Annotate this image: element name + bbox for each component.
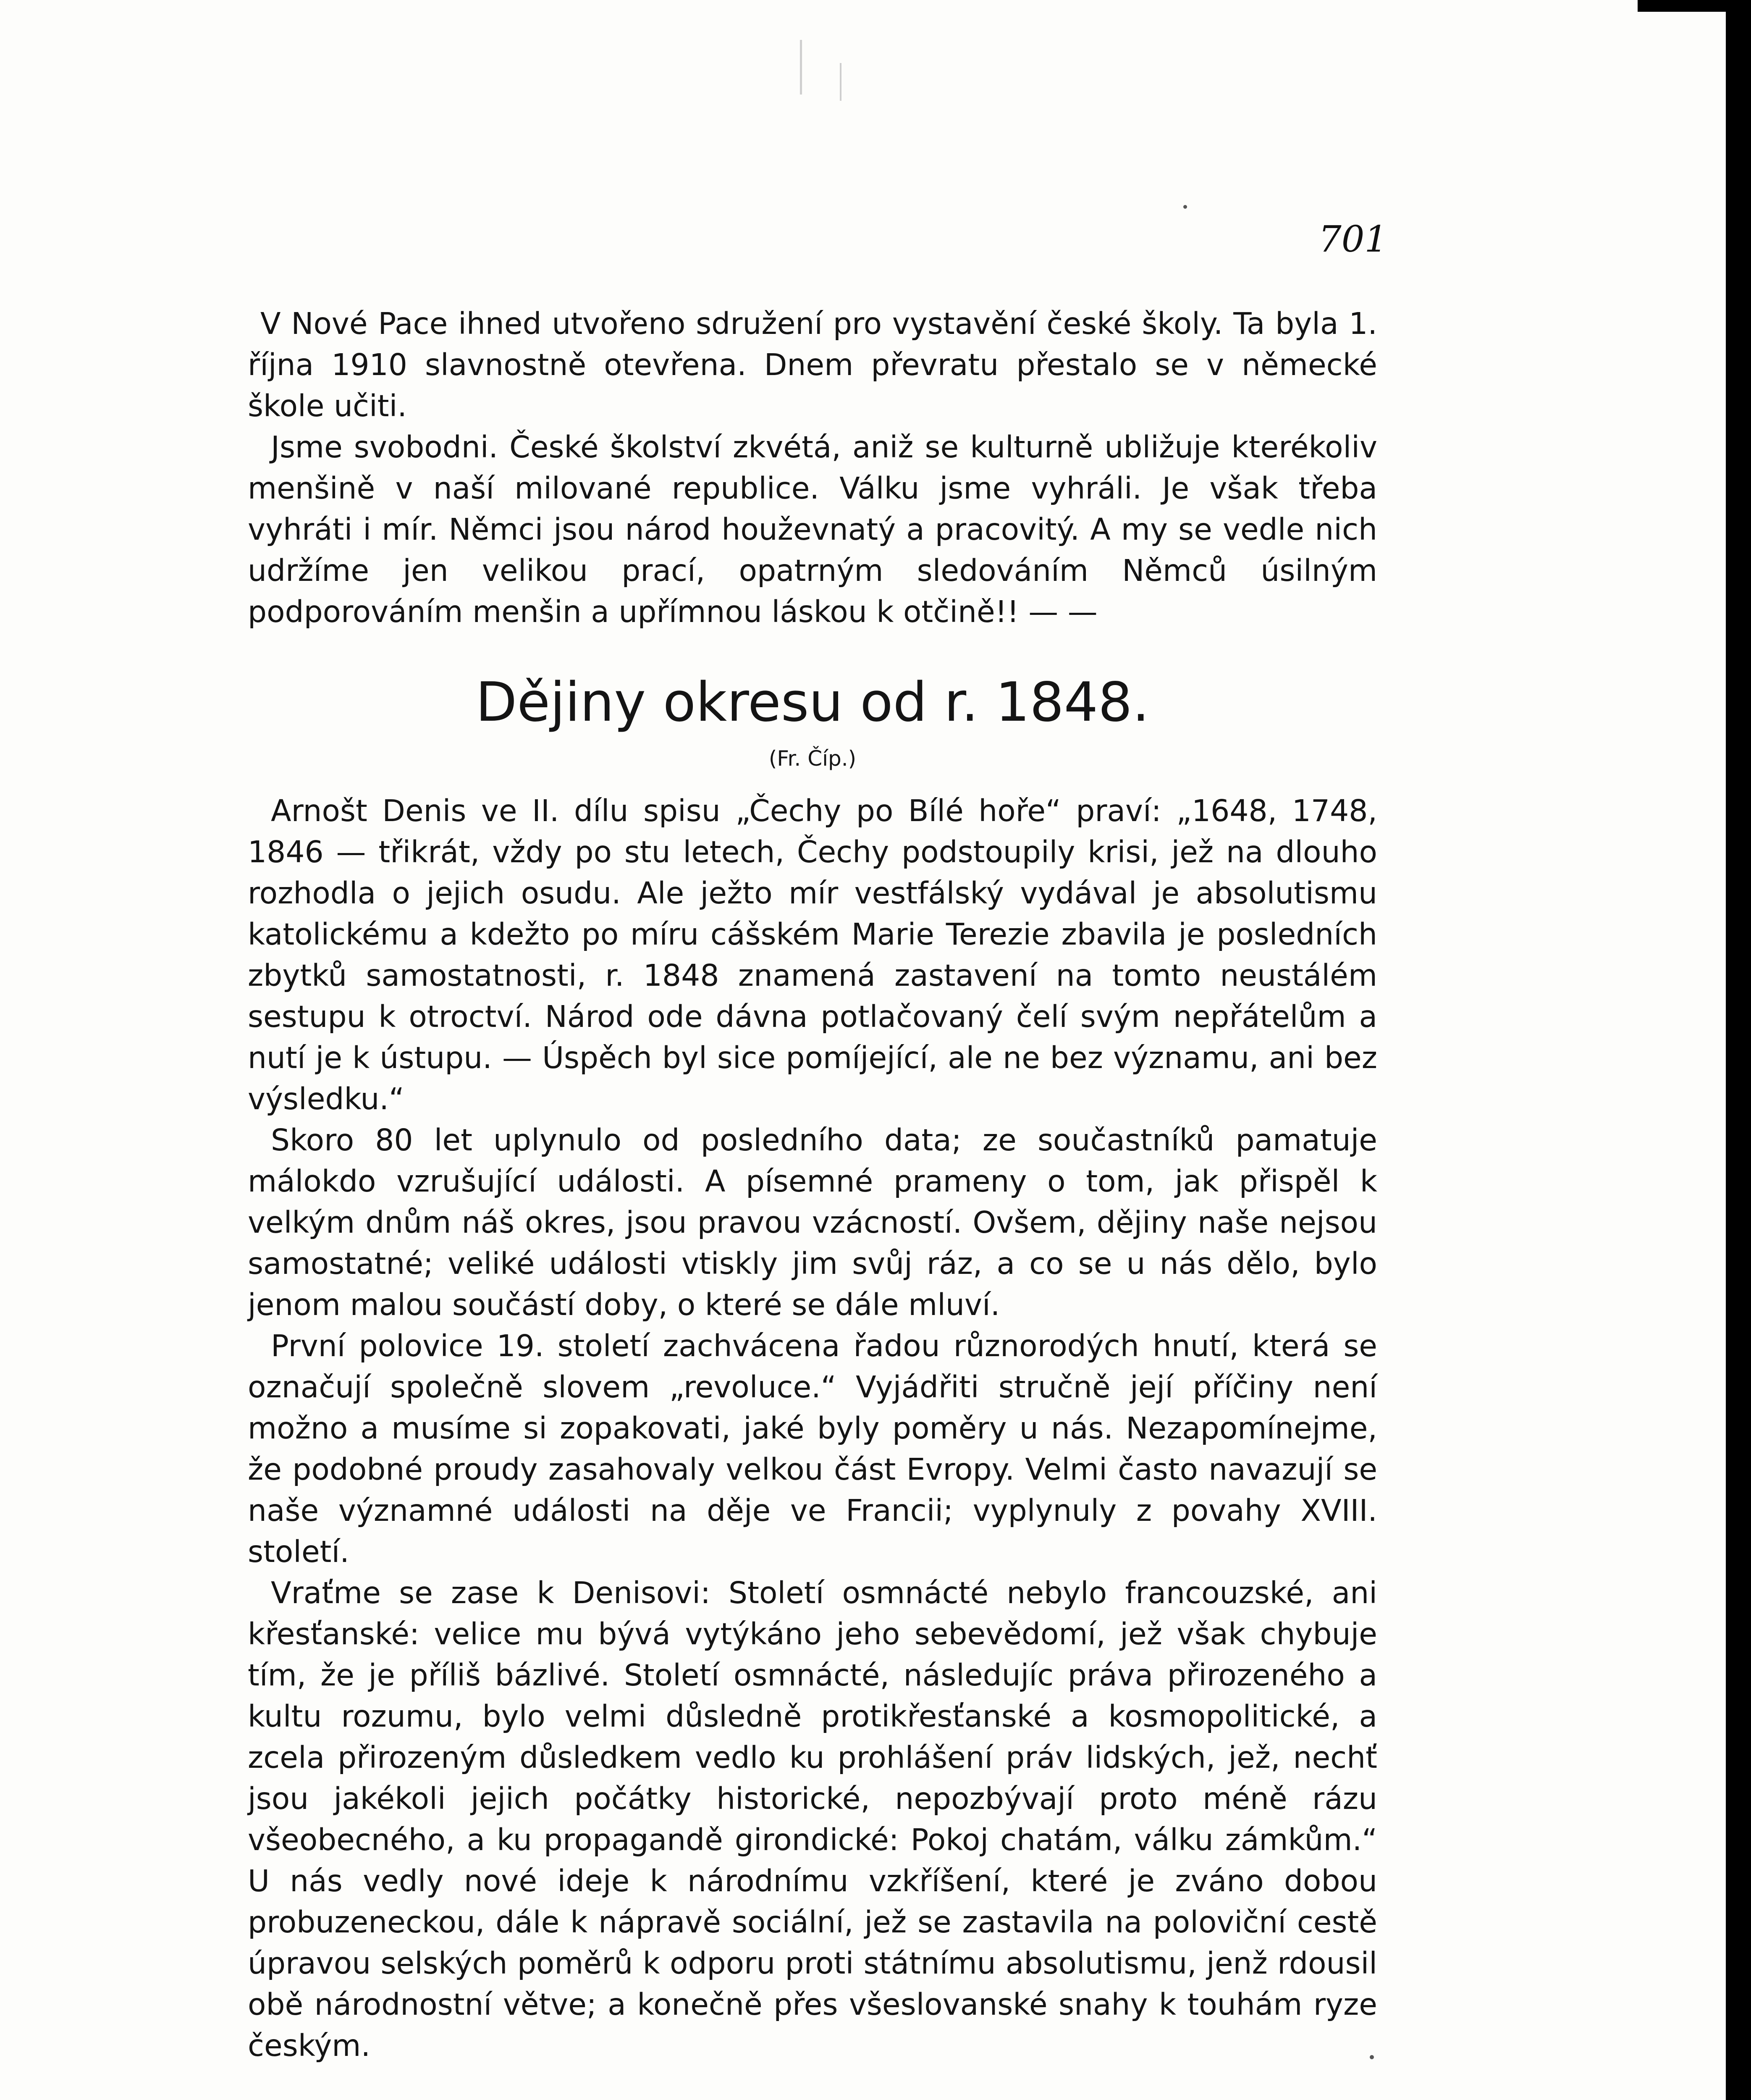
body-paragraph: Arnošt Denis ve II. dílu spisu „Čechy po Bílé hoře“ praví: „1648, 1748, 1846 — třikrát, vždy po stu letech, Čechy podstoupily krisi, jež na dlouho rozhodla o jejich osudu. Ale ježto mír vestfálský vydával je absolutismu katolickému a kdežto po míru cášském Marie Terezie zbavila je posledních zbytků samostatnosti, r. 1848 znamená zastavení na tomto neustálém sestupu k otroctví. Národ ode dávna potlačovaný čelí svým nepřátelům a nutí je k ústupu. — Úspěch byl sice pomíjející, ale ne bez významu, ani bez výsledku.“ — [248, 793, 1377, 1116]
article-body — [248, 790, 1377, 2066]
article-author: (Fr. Číp.) — [768, 746, 857, 771]
body-paragraph: První polovice 19. století zachvácena řadou různorodých hnutí, která se označují společně slovem „revoluce.“ Vyjádřiti stručně její příčiny není možno a musíme si zopakovati, jaké byly poměry u nás. Nezapomínejme, že podobné proudy zasahovaly velkou část Evropy. Velmi často navazují se naše významné události na děje ve Francii; vyplynuly z povahy XVIII. století. — [248, 1328, 1377, 1569]
body-paragraph: Vraťme se zase k Denisovi: Století osmnácté nebylo francouzské, ani křesťanské: velice mu bývá vytýkáno jeho sebevědomí, jež však chybuje tím, že je příliš bázlivé. Století osmnácté, následujíc práva přirozeného a kultu rozumu, bylo velmi důsledně protikřesťanské a kosmopolitické, a zcela přirozeným důsledkem vedlo ku prohlášení práv lidských, jež, nechť jsou jakékoli jejich počátky historické, nepozbývají proto méně rázu všeobecného, a ku propagandě girondické: Pokoj chatám, válku zámkům.“ U nás vedly nové ideje k národnímu vzkříšení, které je zváno dobou probuzeneckou, dále k nápravě sociální, jež se zastavila na poloviční cestě úpravou selských poměrů k odporu proti státnímu absolutismu, jenž rdousil obě národnostní větve; a konečně přes všeslovanské snahy k touhám ryze českým. — [248, 1575, 1377, 2063]
article-title: Dějiny okresu od r. 1848. — [475, 671, 1150, 734]
intro-paragraph: Jsme svobodni. České školství zkvétá, aniž se kulturně ubližuje kterékoliv menšině v naší milované republice. Válku jsme vyhráli. Je však třeba vyhráti i mír. Němci jsou národ houževnatý a pracovitý. A my se vedle nich udržíme jen velikou prací, opatrným sledováním Němců úsilným podporováním menšin a upřímnou láskou k otčině!! — — — [248, 430, 1377, 629]
intro-text — [248, 303, 1377, 633]
scan-speck — [1183, 205, 1187, 209]
intro-paragraph: V Nové Pace ihned utvořeno sdružení pro vystavění české školy. Ta byla 1. října 1910 slavnostně otevřena. Dnem převratu přestalo se v německé škole učiti. — [248, 306, 1377, 423]
scan-border — [1726, 0, 1751, 2100]
scan-mark — [840, 63, 841, 101]
body-paragraph: Skoro 80 let uplynulo od posledního data; ze součastníků pamatuje málokdo vzrušující události. A písemné prameny o tom, jak přispěl k velkým dnům náš okres, jsou pravou vzácností. Ovšem, dějiny naše nejsou samostatné; veliké události vtiskly jim svůj ráz, a co se u nás dělo, bylo jenom malou součástí doby, o které se dále mluví. — [248, 1123, 1377, 1322]
page-number: 701 — [1318, 218, 1388, 260]
scan-mark — [800, 40, 802, 94]
scan-border — [1638, 0, 1751, 12]
